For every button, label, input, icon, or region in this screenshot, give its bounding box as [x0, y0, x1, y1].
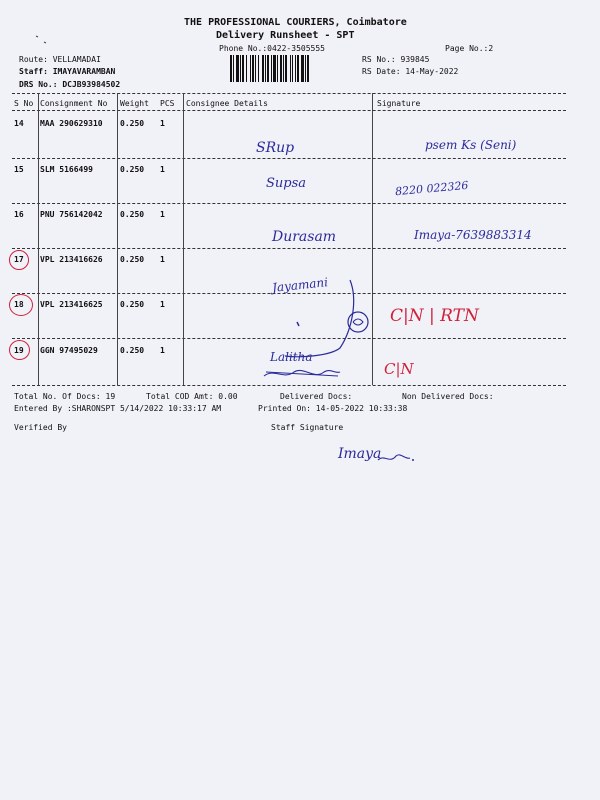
- handwritten-consignee: Lalitha: [270, 350, 313, 364]
- handwritten-consignee: SRup: [256, 140, 295, 156]
- col-header-signature: Signature: [377, 99, 421, 108]
- row-rule: [12, 203, 566, 204]
- row-sno: 17: [14, 255, 24, 264]
- barcode-bar: [283, 55, 284, 82]
- row-weight: 0.250: [120, 255, 145, 264]
- barcode-bar: [265, 55, 266, 82]
- row-weight: 0.250: [120, 119, 145, 128]
- barcode-bar: [280, 55, 282, 82]
- barcode-bar: [301, 55, 304, 82]
- handwritten-signature: Imaya-7639883314: [414, 228, 532, 242]
- row-pcs: 1: [160, 119, 165, 128]
- handwritten-signature: C|N | RTN: [390, 306, 479, 326]
- row-weight: 0.250: [120, 346, 145, 355]
- barcode-bar: [290, 55, 291, 82]
- table-bottom-rule: [12, 385, 566, 386]
- barcode-bar: [271, 55, 272, 82]
- row-consignment: GGN 97495029: [40, 346, 98, 355]
- stray-pen-marks: [30, 28, 70, 48]
- barcode: [230, 55, 356, 82]
- barcode-bar: [277, 55, 278, 82]
- row-pcs: 1: [160, 255, 165, 264]
- barcode-bar: [252, 55, 254, 82]
- verified-by-label: Verified By: [14, 423, 67, 432]
- total-cod: Total COD Amt: 0.00: [146, 392, 238, 401]
- rs-number: RS No.: 939845: [362, 55, 430, 64]
- handwritten-signature: 8220 022326: [394, 178, 469, 199]
- barcode-bar: [242, 55, 244, 82]
- page-number: Page No.:2: [445, 44, 494, 53]
- row-weight: 0.250: [120, 300, 145, 309]
- row-rule: [12, 158, 566, 159]
- barcode-bar: [307, 55, 309, 82]
- row-pcs: 1: [160, 165, 165, 174]
- row-sno: 14: [14, 119, 24, 128]
- handwritten-consignee: Jayamani: [271, 275, 329, 295]
- handwritten-signature: C|N: [384, 360, 414, 378]
- barcode-bar: [305, 55, 306, 82]
- delivered-docs: Delivered Docs:: [280, 392, 353, 401]
- row-weight: 0.250: [120, 165, 145, 174]
- printed-on: Printed On: 14-05-2022 10:33:38: [258, 404, 408, 413]
- barcode-bar: [240, 55, 241, 82]
- row-consignment: MAA 290629310: [40, 119, 103, 128]
- col-header-pcs: PCS: [160, 99, 175, 108]
- signature-flourish: [376, 450, 416, 466]
- drs-number: DRS No.: DCJB93984502: [19, 80, 121, 89]
- row-sno: 18: [14, 300, 24, 309]
- handwritten-consignee: Durasam: [272, 229, 337, 245]
- col-header-sno: S No: [14, 99, 34, 108]
- barcode-bar: [230, 55, 232, 82]
- row-consignment: SLM 5166499: [40, 165, 93, 174]
- company-name: THE PROFESSIONAL COURIERS, Coimbatore: [184, 17, 407, 28]
- barcode-bar: [255, 55, 256, 82]
- staff-signature-hand: Imaya: [338, 446, 382, 462]
- row-pcs: 1: [160, 346, 165, 355]
- col-header-consignment: Consignment No: [40, 99, 108, 108]
- staff-signature-label: Staff Signature: [271, 423, 344, 432]
- row-sno: 16: [14, 210, 24, 219]
- row-consignment: VPL 213416626: [40, 255, 103, 264]
- barcode-bar: [295, 55, 296, 82]
- non-delivered-docs: Non Delivered Docs:: [402, 392, 494, 401]
- handwritten-signature: psem Ks (Seni): [425, 138, 517, 152]
- row-weight: 0.250: [120, 210, 145, 219]
- row-rule: [12, 248, 566, 249]
- total-docs: Total No. Of Docs: 19: [14, 392, 116, 401]
- document-title: Delivery Runsheet - SPT: [216, 30, 355, 41]
- phone-number: Phone No.:0422-3505555: [219, 44, 325, 53]
- barcode-bar: [236, 55, 239, 82]
- row-pcs: 1: [160, 300, 165, 309]
- handwritten-consignee: Supsa: [266, 176, 307, 191]
- row-sno: 15: [14, 165, 24, 174]
- col-header-consignee: Consignee Details: [186, 99, 268, 108]
- row-consignment: PNU 756142042: [40, 210, 103, 219]
- handwritten-scribble: [262, 366, 342, 382]
- staff: Staff: IMAYAVARAMBAN: [19, 67, 116, 76]
- barcode-bar: [273, 55, 276, 82]
- barcode-bar: [262, 55, 264, 82]
- column-divider: [38, 93, 39, 385]
- rs-date: RS Date: 14-May-2022: [362, 67, 459, 76]
- barcode-bar: [267, 55, 269, 82]
- barcode-bar: [246, 55, 247, 82]
- column-divider: [183, 93, 184, 385]
- row-sno: 19: [14, 346, 24, 355]
- barcode-bar: [250, 55, 251, 82]
- table-top-rule: [12, 93, 566, 94]
- row-pcs: 1: [160, 210, 165, 219]
- barcode-bar: [285, 55, 287, 82]
- barcode-bar: [292, 55, 293, 82]
- entered-by: Entered By :SHARONSPT 5/14/2022 10:33:17 AM: [14, 404, 222, 413]
- barcode-bar: [233, 55, 234, 82]
- column-divider: [117, 93, 118, 385]
- route: Route: VELLAMADAI: [19, 55, 101, 64]
- barcode-bar: [258, 55, 259, 82]
- barcode-bar: [297, 55, 299, 82]
- col-header-weight: Weight: [120, 99, 149, 108]
- row-consignment: VPL 213416625: [40, 300, 103, 309]
- header-rule: [12, 110, 566, 111]
